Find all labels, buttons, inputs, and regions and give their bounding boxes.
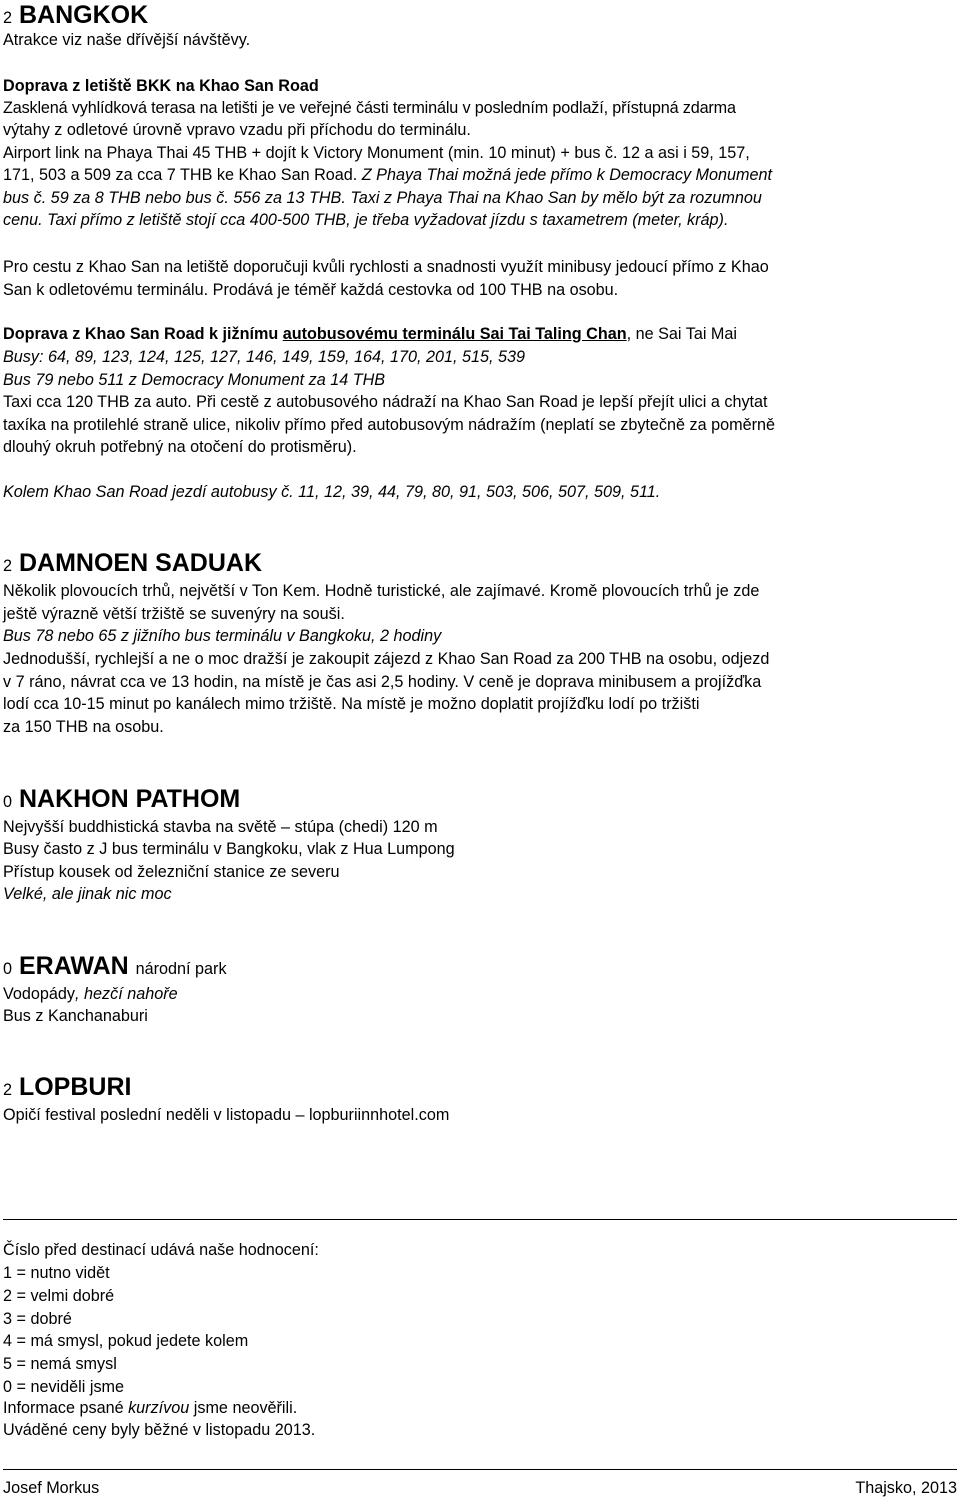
legend-item: 2 = velmi dobré [3,1286,115,1305]
south-taxi-line-1: Taxi cca 120 THB za auto. Při cestě z autobusového nádraží na Khao San Road je lepší přejít ulici a chytat [3,393,768,411]
south-buses: Busy: 64, 89, 123, 124, 125, 127, 146, 149, 159, 164, 170, 201, 515, 539 [3,348,526,366]
airport-link-line-3: bus č. 59 za 8 THB nebo bus č. 556 za 13 THB. Taxi z Phaya Thai na Khao San by mělo být za rozumnou [3,189,762,207]
legend-title: Číslo před destinací udává naše hodnocení: [3,1241,319,1259]
heading-lopburi [3,1072,131,1105]
legend-item: 1 = nutno vidět [3,1264,110,1282]
legend-item: 5 = nemá smysl [3,1355,117,1374]
footer-author: Josef Morkus [3,1479,100,1497]
rating-number: 0 [3,793,13,811]
damnoen-tour-line-3: lodí cca 10-15 minut po kanálech mimo tržiště. Na místě je možno doplatit projížďku lodí po tržišti [3,695,700,713]
heading-erawan [3,951,227,984]
destination-name: BANGKOK [18,1,149,29]
south-taxi-line-2: taxíka na protilehlé straně ulice, nikoliv přímo před autobusovým nádražím (neplatí se zbytečně za poměrně [3,416,776,434]
nakhon-line-3: Přístup kousek od železniční stanice ze severu [3,863,340,881]
nakhon-line-1: Nejvyšší buddhistická stavba na světě – stúpa (chedi) 120 m [3,818,438,836]
airport-transfer-title: Doprava z letiště BKK na Khao San Road [3,77,319,95]
erawan-line-2: Bus z Kanchanaburi [3,1007,148,1025]
destination-name: NAKHON PATHOM [18,785,241,813]
destination-name: DAMNOEN SADUAK [18,549,263,577]
separator-line [3,1219,957,1220]
damnoen-line-2: ještě výrazně větší tržiště se suvenýry na souši. [3,605,345,623]
legend-item: 0 = neviděli jsme [3,1377,125,1396]
airport-link-text: 171, 503 a 509 za cca 7 THB ke Khao San Road. [3,166,358,184]
airport-link-line-4: cenu. Taxi přímo z letiště stojí cca 400-500 THB, je třeba vyžadovat jízdu s taxametrem (meter, kráp). [3,211,729,229]
minibus-line-1: Pro cestu z Khao San na letiště doporučuji kvůli rychlosti a snadnosti využít minibusy jedoucí přímo z Khao [3,258,769,276]
footer-separator [3,1469,957,1470]
around-khao-san: Kolem Khao San Road jezdí autobusy č. 11, 12, 39, 44, 79, 80, 91, 503, 506, 507, 509, 511. [3,483,661,501]
destination-name: ERAWAN [18,952,129,980]
rating-number: 2 [3,9,13,27]
rating-number: 0 [3,960,13,978]
nakhon-line-4: Velké, ale jinak nic moc [3,885,172,903]
legend-italic-note: Informace psané kurzívou jsme neověřili. [3,1399,298,1417]
legend-prices-note: Uváděné ceny byly běžné v listopadu 2013. [3,1421,316,1439]
heading-damnoen-saduak [3,548,262,581]
airport-link-line-2 [3,164,772,187]
legend-item: 3 = dobré [3,1309,72,1328]
erawan-line-1: Vodopády, hezčí nahoře [3,985,178,1003]
damnoen-bus: Bus 78 nebo 65 z jižního bus terminálu v Bangkoku, 2 hodiny [3,627,442,645]
minibus-line-2: San k odletovému terminálu. Prodává je téměř každá cestovka od 100 THB na osobu. [3,281,619,299]
legend-item: 4 = má smysl, pokud jedete kolem [3,1332,249,1351]
south-terminal-title: Doprava z Khao San Road k jižnímu autobusovému terminálu Sai Tai Taling Chan, ne Sai Tai Mai [3,325,737,343]
destination-suffix: národní park [135,960,227,978]
damnoen-tour-line-1: Jednodušší, rychlejší a ne o moc dražší je zakoupit zájezd z Khao San Road za 200 THB na osobu, odjezd [3,650,770,668]
damnoen-tour-line-4: za 150 THB na osobu. [3,718,164,736]
damnoen-line-1: Několik plovoucích trhů, největší v Ton Kem. Hodně turistické, ale zajímavé. Kromě plovoucích trhů je zde [3,582,760,600]
nakhon-line-2: Busy často z J bus terminálu v Bangkoku, vlak z Hua Lumpong [3,840,455,858]
airport-link-note: Z Phaya Thai možná jede přímo k Democracy Monument [357,166,773,184]
terrace-line-1: Zasklená vyhlídková terasa na letišti je ve veřejné části terminálu v posledním podlaží, přístupná zdarma [3,99,736,117]
heading-nakhon-pathom [3,784,240,817]
intro-text: Atrakce viz naše dřívější návštěvy. [3,31,251,49]
legend-list [3,1262,248,1399]
damnoen-tour-line-2: v 7 ráno, návrat cca ve 13 hodin, na místě je čas asi 2,5 hodiny. V ceně je doprava minibusem a projížďka [3,673,762,691]
rating-number: 2 [3,557,13,575]
airport-link-line-1: Airport link na Phaya Thai 45 THB + dojít k Victory Monument (min. 10 minut) + bus č. 12 a asi i 59, 157, [3,144,750,162]
lopburi-line-1: Opičí festival poslední neděli v listopadu – lopburiinnhotel.com [3,1106,450,1124]
footer-place: Thajsko, 2013 [855,1479,957,1497]
rating-number: 2 [3,1081,13,1099]
terrace-line-2: výtahy z odletové úrovně vpravo vzadu při příchodu do terminálu. [3,121,471,139]
destination-name: LOPBURI [18,1073,132,1101]
south-bus-79: Bus 79 nebo 511 z Democracy Monument za 14 THB [3,371,386,389]
south-taxi-line-3: dlouhý okruh potřebný na otočení do protisměru). [3,438,357,456]
